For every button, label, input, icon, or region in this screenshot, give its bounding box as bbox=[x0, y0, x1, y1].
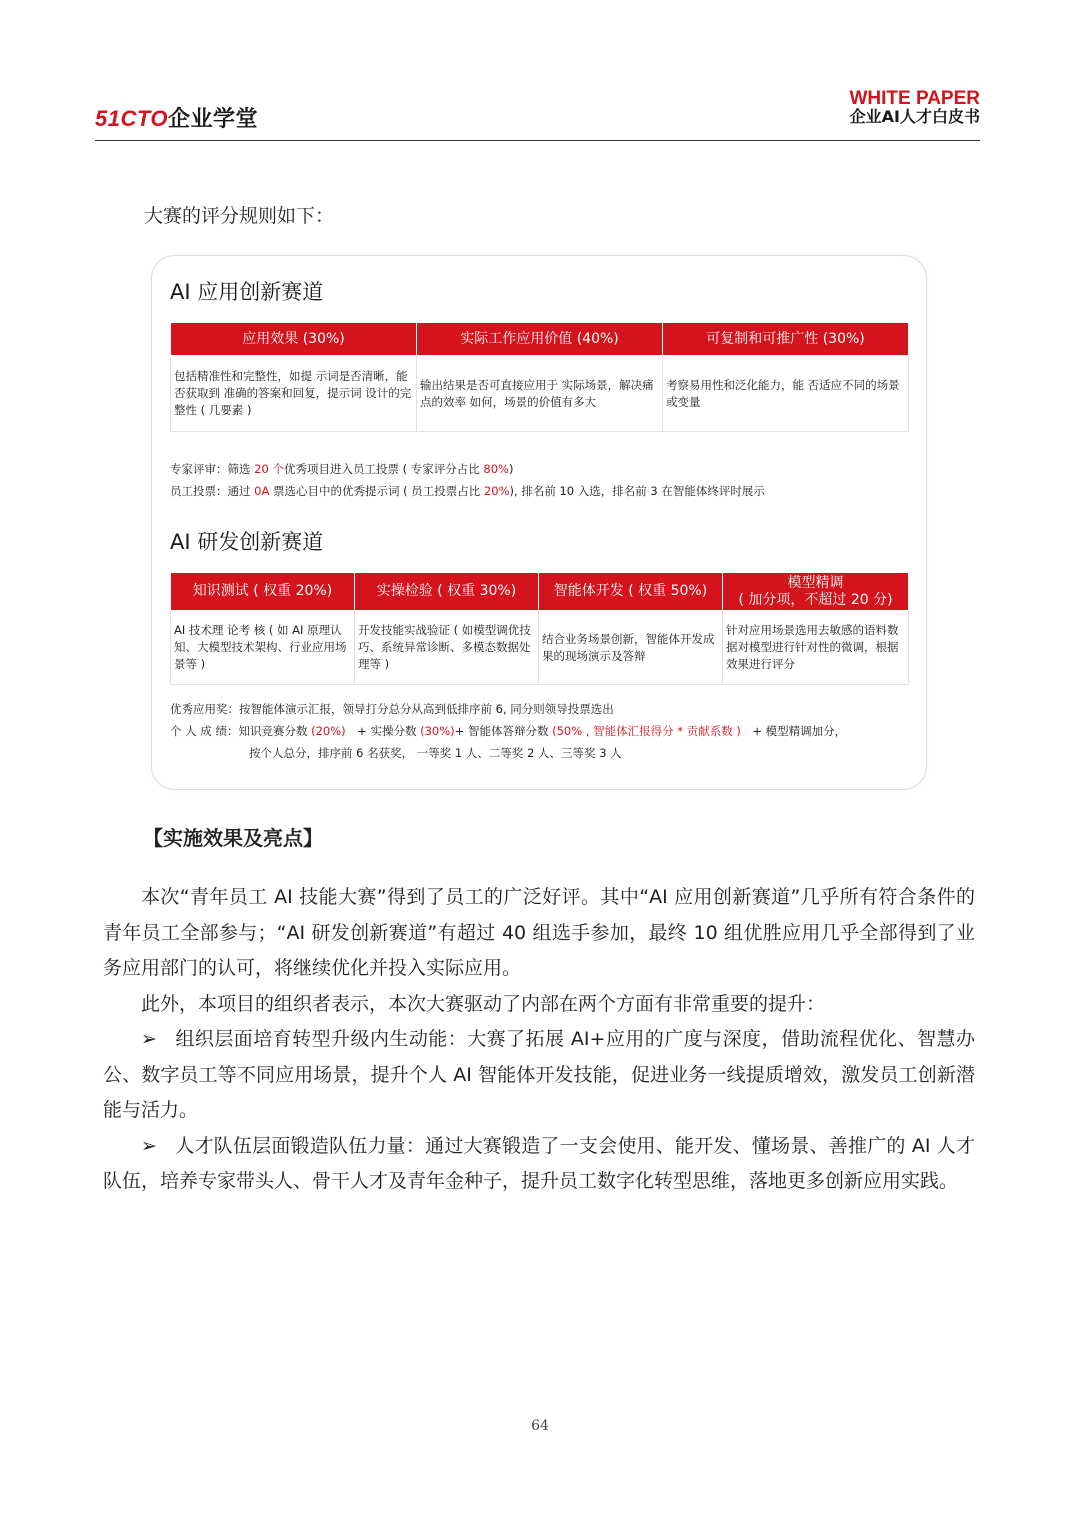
page-number: 64 bbox=[531, 1418, 549, 1434]
intro-text: 大赛的评分规则如下： bbox=[144, 205, 335, 227]
note-highlight: 20 个 bbox=[254, 462, 284, 476]
note-text: + 智能体答辩分数 bbox=[454, 724, 553, 738]
track2-header-3: 智能体开发 ( 权重 50%) bbox=[539, 573, 723, 611]
white-paper-mark bbox=[849, 89, 980, 126]
note-label: 个 人 成 绩： bbox=[170, 724, 239, 738]
track1-table bbox=[170, 322, 909, 432]
note-label: 优秀应用奖： bbox=[170, 702, 239, 716]
track1-header-1: 应用效果 (30%) bbox=[171, 323, 417, 356]
track2-title: AI 研发创新赛道 bbox=[170, 530, 324, 554]
note-text: ), 排名前 10 入选，排名前 3 在智能体终评时展示 bbox=[509, 484, 765, 498]
bullet-item bbox=[103, 1129, 975, 1200]
track2-content-row bbox=[171, 611, 909, 685]
track2-notes bbox=[170, 698, 846, 764]
section-heading: 【实施效果及亮点】 bbox=[143, 826, 323, 850]
track1-header-2: 实际工作应用价值 (40%) bbox=[417, 323, 663, 356]
note-highlight: 0A bbox=[254, 484, 270, 498]
page-header bbox=[95, 88, 980, 141]
track1-title: AI 应用创新赛道 bbox=[170, 280, 324, 304]
track2-header-1: 知识测试 ( 权重 20%) bbox=[171, 573, 355, 611]
track2-header-4-line2: ( 加分项，不超过 20 分) bbox=[738, 591, 893, 608]
track2-cell-4: 针对应用场景选用去敏感的语料数据对模型进行针对性的微调，根据效果进行评分 bbox=[723, 611, 909, 685]
note-highlight: 20% bbox=[483, 484, 510, 498]
note-text: 知识竞赛分数 bbox=[238, 724, 312, 738]
track2-header-row bbox=[171, 573, 909, 611]
note-text: ) bbox=[508, 462, 514, 476]
note-highlight: 80% bbox=[483, 462, 509, 476]
arrow-bullet-icon: ➢ bbox=[141, 1028, 157, 1050]
note-text: + 实操分数 bbox=[345, 724, 421, 738]
track1-header-3: 可复制和可推广性 (30%) bbox=[663, 323, 909, 356]
logo-text: 企业学堂 bbox=[168, 107, 259, 132]
logo-number: 51CTO bbox=[95, 106, 169, 131]
bullet-text: 组织层面培育转型升级内生动能：大赛了拓展 AI+应用的广度与深度，借助流程优化、智慧办公、数字员工等不同应用场景，提升个人 AI 智能体开发技能，促进业务一线提质增效，激发员工创新潜能与活力。 bbox=[103, 1028, 975, 1121]
track2-cell-2: 开发技能实战验证 ( 如模型调优技巧、系统异常诊断、多模态数据处理等 ) bbox=[355, 611, 539, 685]
award-note bbox=[170, 698, 846, 720]
note-text: 按智能体演示汇报，领导打分总分从高到低排序前 6, 同分则领导投票选出 bbox=[239, 702, 614, 716]
paragraph: 本次“青年员工 AI 技能大赛”得到了员工的广泛好评。其中“AI 应用创新赛道”几乎所有符合条件的青年员工全部参与；“AI 研发创新赛道”有超过 40 组选手参加，最终 10 组优胜应用几乎全部得到了业务应用部门的认可，将继续优化并投入实际应用。 bbox=[103, 886, 975, 979]
track1-content-row bbox=[171, 356, 909, 432]
track1-cell-1: 包括精准性和完整性，如提 示词是否清晰，能否获取到 准确的答案和回复，提示词 设计的完整性 ( 几要素 ) bbox=[171, 356, 417, 432]
note-highlight: (30%) bbox=[420, 724, 455, 738]
track2-header-4 bbox=[723, 573, 909, 611]
white-paper-subtitle: 企业AI人才白皮书 bbox=[849, 106, 980, 126]
body-text bbox=[103, 880, 975, 1200]
personal-score-note bbox=[170, 720, 846, 742]
track2-header-2: 实操检验 ( 权重 30%) bbox=[355, 573, 539, 611]
note-text: 优秀项目进入员工投票 ( 专家评分占比 bbox=[283, 462, 484, 476]
bullet-item bbox=[103, 1022, 975, 1129]
track2-header-4-line1: 模型精调 bbox=[787, 574, 844, 591]
personal-score-note-line2: 按个人总分，排序前 6 名获奖， 一等奖 1 人、二等奖 2 人、三等奖 3 人 bbox=[249, 746, 622, 760]
paragraph: 此外，本项目的组织者表示，本次大赛驱动了内部在两个方面有非常重要的提升： bbox=[141, 992, 826, 1015]
bullet-text: 人才队伍层面锻造队伍力量：通过大赛锻造了一支会使用、能开发、懂场景、善推广的 AI 人才队伍，培养专家带头人、骨干人才及青年金种子，提升员工数字化转型思维，落地更多创新应用实践。 bbox=[103, 1134, 975, 1192]
note-label: 员工投票： bbox=[170, 484, 228, 498]
expert-review-note bbox=[170, 458, 765, 480]
track1-header-row bbox=[171, 323, 909, 356]
brand-logo bbox=[95, 102, 258, 133]
note-text: 通过 bbox=[227, 484, 255, 498]
track1-notes bbox=[170, 458, 765, 502]
track2-table bbox=[170, 572, 909, 685]
white-paper-title: WHITE PAPER bbox=[849, 88, 980, 109]
note-highlight: (50% , 智能体汇报得分 * 贡献系数 ) bbox=[552, 724, 741, 738]
note-text: 筛选 bbox=[227, 462, 255, 476]
track2-cell-3: 结合业务场景创新，智能体开发成果的现场演示及答辩 bbox=[539, 611, 723, 685]
track1-cell-3: 考察易用性和泛化能力，能 否适应不同的场景或变量 bbox=[663, 356, 909, 432]
note-text: + 模型精调加分， bbox=[740, 724, 847, 738]
arrow-bullet-icon: ➢ bbox=[141, 1134, 157, 1157]
note-label: 专家评审： bbox=[170, 462, 228, 476]
track1-cell-2: 输出结果是否可直接应用于 实际场景，解决痛点的效率 如何，场景的价值有多大 bbox=[417, 356, 663, 432]
track2-cell-1: AI 技术理 论考 核 ( 如 AI 原理认知、大模型技术架构、行业应用场景等 ) bbox=[171, 611, 355, 685]
note-highlight: (20%) bbox=[311, 724, 346, 738]
employee-vote-note bbox=[170, 480, 765, 502]
note-text: 票选心目中的优秀提示词 ( 员工投票占比 bbox=[269, 484, 484, 498]
